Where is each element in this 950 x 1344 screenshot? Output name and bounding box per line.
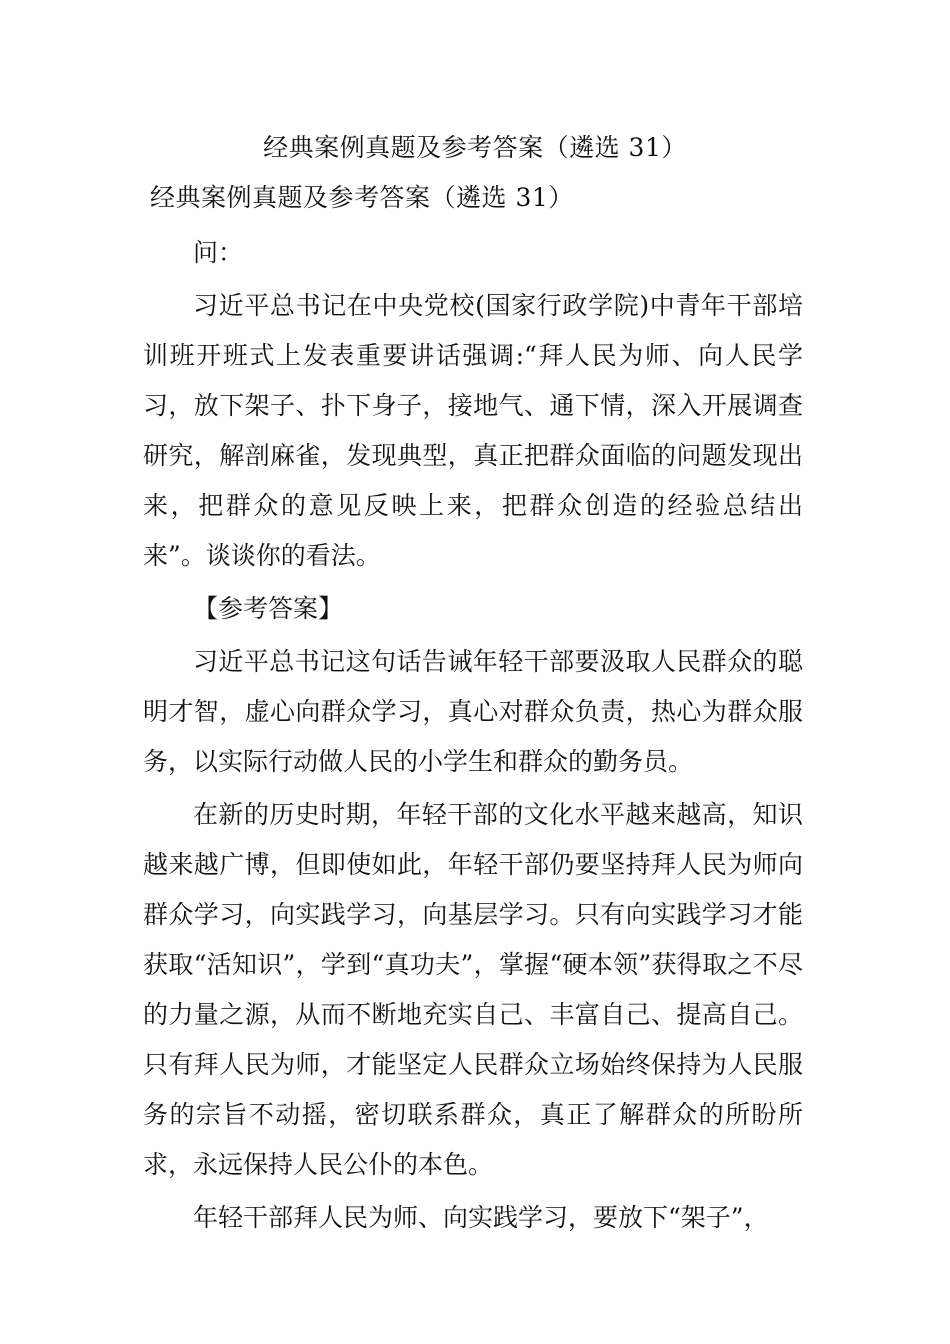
answer-paragraph: 习近平总书记这句话告诫年轻干部要汲取人民群众的聪明才智，虚心向群众学习，真心对群众负责，热心为群众服务，以实际行动做人民的小学生和群众的勤务员。 bbox=[143, 647, 803, 776]
document-subtitle: 经典案例真题及参考答案（遴选 31） bbox=[150, 183, 574, 212]
question-text: 习近平总书记在中央党校(国家行政学院)中青年干部培训班开班式上发表重要讲话强调:“拜人民为师、向人民学习，放下架子、扑下身子，接地气、通下情，深入开展调查研究，解剖麻雀，发现典型，真正把群众面临的问题发现出来，把群众的意见反映上来，把群众创造的经验总结出来”。谈谈你的看法。 bbox=[143, 291, 803, 570]
answer-paragraph: 在新的历史时期，年轻干部的文化水平越来越高，知识越来越广博，但即使如此，年轻干部仍要坚持拜人民为师向群众学习，向实践学习，向基层学习。只有向实践学习才能获取“活知识”，学到“真功夫”，掌握“硬本领”获得取之不尽的力量之源，从而不断地充实自己、丰富自己、提高自己。只有拜人民为师，才能坚定人民群众立场始终保持为人民服务的宗旨不动摇，密切联系群众，真正了解群众的所盼所求，永远保持人民公仆的本色。 bbox=[143, 800, 803, 1179]
question-label: 问： bbox=[193, 238, 244, 267]
answer-label: 【参考答案】 bbox=[193, 594, 344, 623]
answer-paragraph: 年轻干部拜人民为师、向实践学习，要放下“架子”， bbox=[193, 1203, 769, 1232]
document-title: 经典案例真题及参考答案（遴选 31） bbox=[263, 133, 687, 162]
document-body bbox=[143, 228, 803, 1246]
